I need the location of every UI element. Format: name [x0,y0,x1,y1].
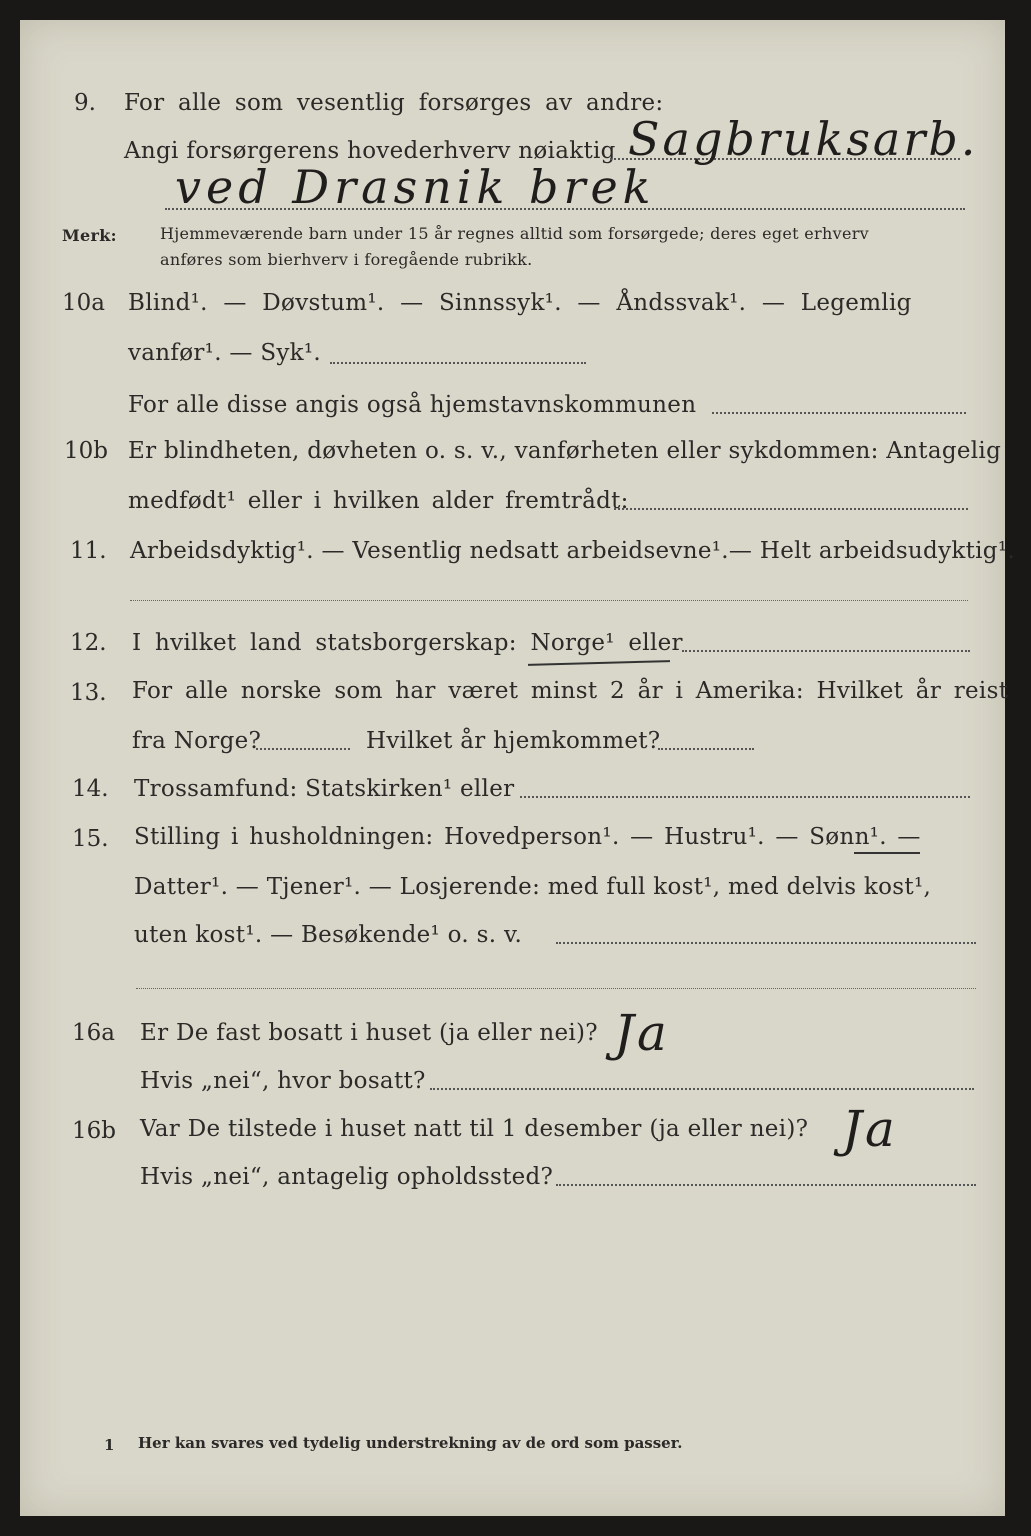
q10b-line2: medfødt¹ eller i hvilken alder fremtrådt: [128,488,629,514]
q10b-answer-line [614,508,968,510]
q16a-line2: Hvis „nei“, hvor bosatt? [140,1068,426,1094]
q16b-whereabouts-line [556,1184,976,1186]
q13-departure-line [256,748,350,750]
q15-extra-line [136,988,976,989]
q16a-number: 16a [72,1020,115,1046]
q12-answer-line [682,650,970,652]
merk-line1: Hjemmeværende barn under 15 år regnes alltid som forsørgede; deres eget erhverv [160,224,869,243]
q10b-number: 10b [64,438,108,464]
q12-line1: I hvilket land statsborgerskap: Norge¹ eller [132,630,683,656]
q13-line2b: Hvilket år hjemkommet? [366,728,661,754]
q16b-line2: Hvis „nei“, antagelig opholdssted? [140,1164,554,1190]
q16b-number: 16b [72,1118,116,1144]
q10a-line2: vanfør¹. — Syk¹. [128,340,322,366]
footnote-text: Her kan svares ved tydelig understrekning av de ord som passer. [138,1434,683,1452]
q9-number: 9. [74,90,96,116]
merk-line2: anføres som bierhverv i foregående rubrikk. [160,250,533,269]
q15-line1: Stilling i husholdningen: Hovedperson¹. — Hustru¹. — Sønn¹. — [134,824,921,850]
footnote-mark: 1 [104,1436,115,1454]
q13-line1: For alle norske som har været minst 2 år i Amerika: Hvilket år reist [132,678,1009,704]
q11-answer-line [130,600,968,601]
q9-handwritten-occupation: Sagbruksarb. [628,112,979,166]
q14-line1: Trossamfund: Statskirken¹ eller [134,776,515,802]
q10a-municipality-line [712,412,966,414]
q10a-line1: Blind¹. — Døvstum¹. — Sinnssyk¹. — Åndssvak¹. — Legemlig [128,290,912,316]
q11-line1: Arbeidsdyktig¹. — Vesentlig nedsatt arbeidsevne¹.— Helt arbeidsudyktig¹. [130,538,1015,564]
q15-line2: Datter¹. — Tjener¹. — Losjerende: med full kost¹, med delvis kost¹, [134,874,932,900]
form-page [20,20,1005,1516]
q11-number: 11. [70,538,107,564]
q13-number: 13. [70,680,107,706]
q13-return-line [658,748,754,750]
q10b-line1: Er blindheten, døvheten o. s. v., vanførheten eller sykdommen: Antagelig [128,438,1002,464]
q15-number: 15. [72,826,109,852]
q10a-answer-line [330,362,586,364]
q13-line2a: fra Norge? [132,728,262,754]
q14-answer-line [520,796,970,798]
q16a-residence-line [430,1088,974,1090]
q15-answer-line [556,942,976,944]
q15-sonn-underline [854,852,920,854]
q16b-line1: Var De tilstede i huset natt til 1 desember (ja eller nei)? [140,1116,809,1142]
q10a-number: 10a [62,290,105,316]
merk-label: Merk: [62,226,117,245]
q12-number: 12. [70,630,107,656]
q9-line1: For alle som vesentlig forsørges av andre: [124,90,664,116]
q9-handwritten-workplace: ved Drasnik brek [175,160,656,214]
q15-line3: uten kost¹. — Besøkende¹ o. s. v. [134,922,523,948]
q16a-line1: Er De fast bosatt i huset (ja eller nei)? [140,1020,598,1046]
q16b-handwritten-answer: Ja [842,1100,898,1158]
q10a-line3: For alle disse angis også hjemstavnskommunen [128,392,697,418]
q14-number: 14. [72,776,109,802]
q9-line2: Angi forsørgerens hovederhverv nøiaktig [124,138,616,164]
q16a-handwritten-answer: Ja [614,1004,670,1062]
